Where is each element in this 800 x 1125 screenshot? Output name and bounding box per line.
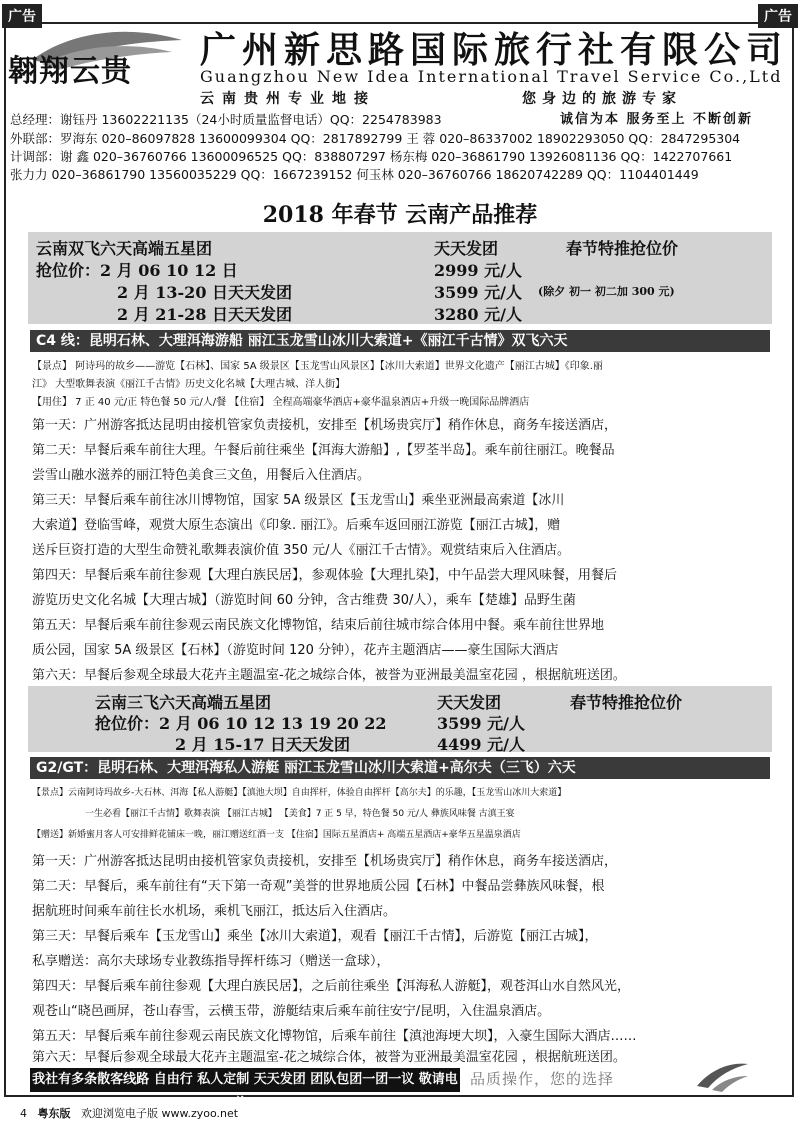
itinerary-day: 质公园，国家 5A 级景区【石林】（游览时间 120 分钟），花卉主题酒店——豪生国际大酒店: [32, 643, 559, 658]
itinerary-day: 第三天：早餐后乘车前往冰川博物馆，国家 5A 级景区【玉龙雪山】乘坐亚洲最高索道【冰川: [32, 493, 565, 508]
footer-banner: 我社有多条散客线路 自由行 私人定制 天天发团 团队包团一团一议 敬请电询!: [30, 1068, 460, 1092]
itinerary-day: 第六天：早餐后参观全球最大花卉主题温室-花之城综合体，被誉为亚洲最美温室花园 ，根据航班送团。: [32, 668, 626, 683]
price-date: 2 月 13-20 日天天发团: [117, 283, 293, 302]
itinerary-day: 私享赠送：高尔夫球场专业教练指导挥杆练习（赠送一盒球），: [32, 954, 390, 969]
itinerary-day: 送斥巨资打造的大型生命赞礼歌舞表演价值 350 元/人《丽江千古情》。观赏结束后入住酒店。: [32, 543, 570, 558]
edition-label: 粤东版: [37, 1107, 71, 1120]
info-line: 一生必看【丽江千古情】歌舞表演 【丽江古城】 【美食】7 正 5 早，特色餐 50 元/人 彝族风味餐 古滇王宴: [85, 809, 515, 819]
itinerary-day: 第三天：早餐后乘车【玉龙雪山】乘坐【冰川大索道】，观看【丽江千古情】，后游览【丽江古城】，: [32, 929, 598, 944]
price-date: 抢位价：2 月 06 10 12 13 19 20 22: [95, 714, 387, 733]
contact-line: 计调部：谢 鑫 020–36760766 13600096525 QQ：838807297 杨东梅 020–36861790 13926081136 QQ：1422707661: [10, 149, 733, 164]
info-line: 【用住】 7 正 40 元/正 特色餐 50 元/人/餐 【住宿】 全程高端豪华酒店+豪华温泉酒店+升级一晚国际品牌酒店: [32, 397, 530, 408]
info-line: 【赠送】新婚蜜月客人可安排鲜花铺床一晚，丽江赠送红酒一支 【住宿】国际五星酒店+ 高端五星酒店+豪华五星温泉酒店: [32, 830, 521, 840]
price-value: 4499 元/人: [437, 735, 525, 754]
route-bar: G2/GT：昆明石林、大理洱海私人游艇 丽江玉龙雪山冰川大索道+高尔夫（三飞）六天: [30, 757, 770, 779]
price-date: 抢位价：2 月 06 10 12 日: [36, 261, 238, 280]
brand-swoosh-icon: [692, 1058, 752, 1094]
company-name-en: Guangzhou New Idea International Travel Service Co.,Ltd: [200, 67, 783, 86]
slogan-left: 云南贵州专业地接: [200, 91, 376, 107]
info-line: 江》 大型歌舞表演《丽江千古情》历史文化名城【大理古城、洋人街】: [32, 379, 346, 390]
itinerary-day: 第二天：早餐后，乘车前往有“天下第一奇观”美誉的世界地质公园【石林】中餐品尝彝族风味餐，根: [32, 879, 605, 894]
itinerary-day: 第一天：广州游客抵达昆明由接机管家负责接机，安排至【机场贵宾厅】稍作休息，商务车接送酒店，: [32, 418, 618, 433]
logo-text: 翱翔云贵: [8, 54, 132, 89]
contact-line: 外联部：罗海东 020–86097828 13600099304 QQ：2817892799 王 蓉 020–86337002 18902293050 QQ：2847295304: [10, 131, 741, 146]
product-name: 云南双飞六天高端五星团: [36, 239, 213, 258]
itinerary-day: 据航班时间乘车前往长水机场，乘机飞丽江，抵达后入住酒店。: [32, 904, 397, 919]
price-value: 3599 元/人: [437, 714, 525, 733]
page-title: 2018 年春节 云南产品推荐: [262, 202, 538, 228]
daily-departure: 天天发团: [437, 693, 502, 712]
itinerary-day: 第六天：早餐后参观全球最大花卉主题温室-花之城综合体，被誉为亚洲最美温室花园 ，根据航班送团。: [32, 1050, 626, 1065]
itinerary-day: 大索道】登临雪峰，观赏大原生态演出《印象. 丽江》。后乘车返回丽江游览【丽江古城】，赠: [32, 518, 561, 533]
contact-line: 张力力 020–36861790 13560035229 QQ：1667239152 何玉林 020–36760766 18620742289 QQ：1104401449: [10, 167, 699, 182]
product-name: 云南三飞六天高端五星团: [95, 693, 272, 712]
price-value: 3599 元/人: [434, 283, 522, 302]
ad-label-left: 广告: [2, 4, 42, 28]
price-note: (除夕 初一 初二加 300 元): [538, 285, 675, 298]
daily-departure: 天天发团: [434, 239, 499, 258]
company-name-cn: 广州新思路国际旅行社有限公司: [200, 29, 789, 71]
price-value: 2999 元/人: [434, 261, 522, 280]
contact-line: 总经理：谢钰丹 13602221135（24小时质量监督电话）QQ：2254783983: [10, 112, 442, 127]
itinerary-day: 观苍山“晓邑画屏，苍山春雪，云横玉带，游艇结束后乘车前往安宁/昆明，入住温泉酒店。: [32, 1004, 551, 1019]
motto: 诚信为本 服务至上 不断创新: [560, 112, 754, 127]
ad-label-right: 广告: [758, 4, 798, 28]
info-line: 【景点】云南阿诗玛故乡-大石林、洱海【私人游艇】【滇池大坝】自由挥杆，体验自由挥杆【高尔夫】的乐趣，【玉龙雪山冰川大索道】: [32, 788, 567, 798]
itinerary-day: 尝雪山融水滋养的丽江特色美食三文鱼，用餐后入住酒店。: [32, 468, 371, 483]
itinerary-day: 第四天：早餐后乘车前往参观【大理白族民居】，之后前往乘坐【洱海私人游艇】，观苍洱山水自然风光，: [32, 979, 631, 994]
price-value: 3280 元/人: [434, 305, 522, 324]
itinerary-day: 第五天：早餐后乘车前往参观云南民族文化博物馆，结束后前往城市综合体用中餐。乘车前往世界地: [32, 618, 605, 633]
footer-tagline: 品质操作，您的选择: [470, 1070, 615, 1088]
price-date: 2 月 15-17 日天天发团: [175, 735, 351, 754]
page-number: 4: [20, 1107, 27, 1120]
itinerary-day: 第二天：早餐后乘车前往大理。午餐后前往乘坐【洱海大游船】,【罗荃半岛】。乘车前往丽江。晚餐品: [32, 443, 615, 458]
itinerary-day: 第五天：早餐后乘车前往参观云南民族文化博物馆，后乘车前往【滇池海埂大坝】，入豪生国际大酒店……: [32, 1029, 637, 1044]
itinerary-day: 第一天：广州游客抵达昆明由接机管家负责接机，安排至【机场贵宾厅】稍作休息，商务车接送酒店，: [32, 854, 618, 869]
itinerary-day: 第四天：早餐后乘车前往参观【大理白族民居】，参观体验【大理扎染】，中午品尝大理风味餐，用餐后: [32, 568, 618, 583]
itinerary-day: 游览历史文化名城【大理古城】（游览时间 60 分钟，含古维费 30/人），乘车【楚雄】品野生菌: [32, 593, 576, 608]
page-footer: [20, 1105, 238, 1121]
info-line: 【景点】 阿诗玛的故乡——游览【石林】、国家 5A 级景区【玉龙雪山风景区】【冰川大索道】世界文化遗产【丽江古城】《印象.丽: [32, 361, 603, 372]
slogan-right: 您身边的旅游专家: [522, 91, 682, 107]
route-bar: C4 线：昆明石林、大理洱海游船 丽江玉龙雪山冰川大索道+《丽江千古情》双飞六天: [30, 330, 770, 352]
website-text: 欢迎浏览电子版 www.zyoo.net: [81, 1107, 239, 1120]
promo-label: 春节特推抢位价: [570, 693, 683, 712]
promo-label: 春节特推抢位价: [566, 239, 679, 258]
price-date: 2 月 21-28 日天天发团: [117, 305, 293, 324]
